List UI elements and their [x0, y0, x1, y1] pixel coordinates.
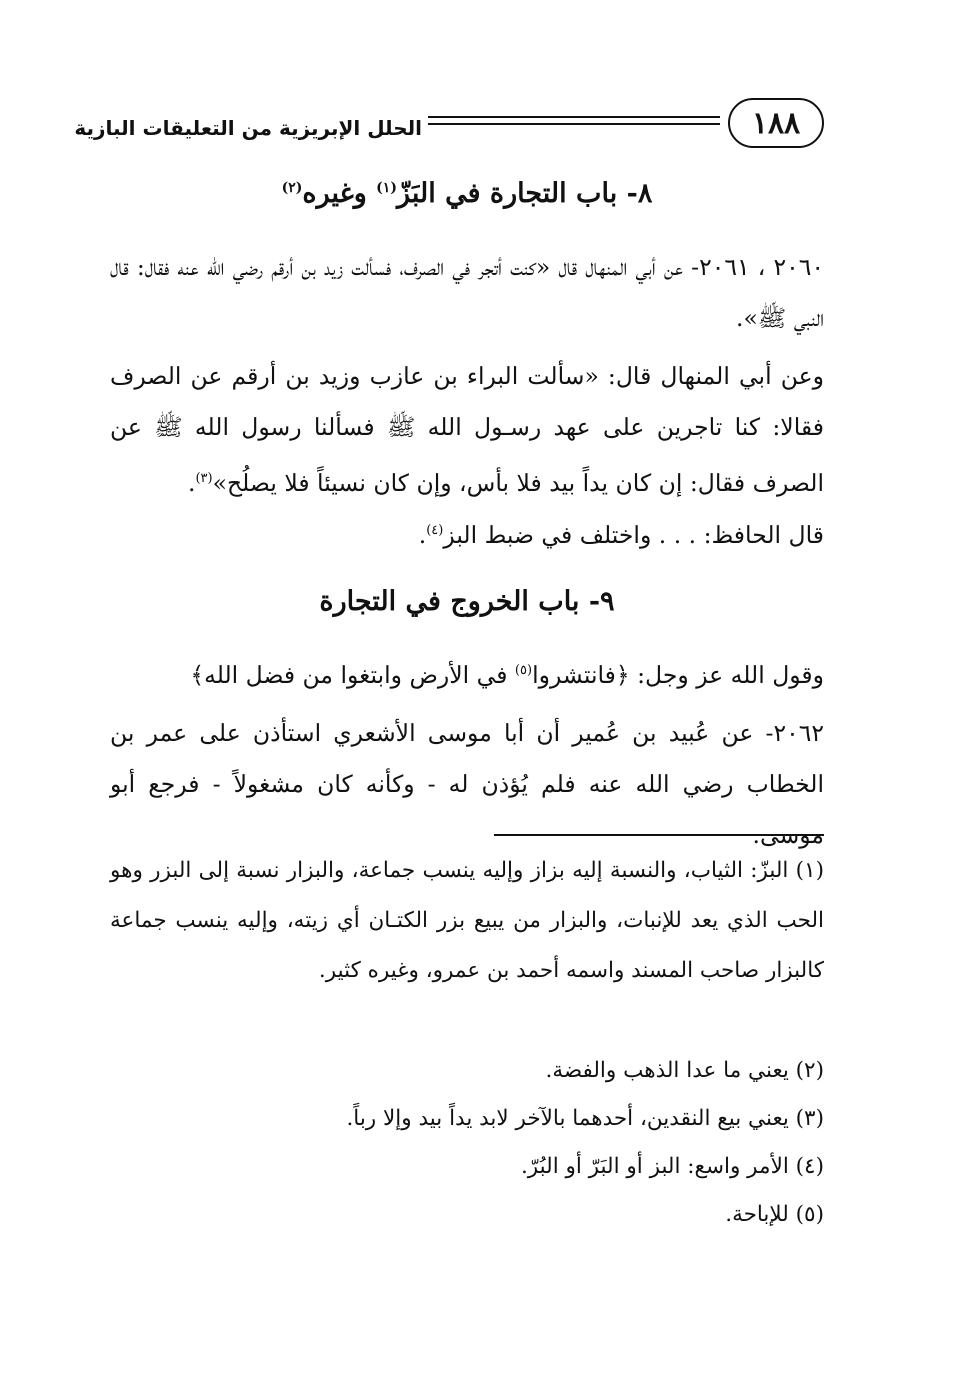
footnote-text: للإباحة. [725, 1202, 789, 1227]
hadith-2062: ٢٠٦٢- عن عُبيد بن عُمير أن أبا موسى الأشعري استأذن على عمر بن الخطاب رضي الله عنه فلم يُؤذن له - وكأنه كان مشغولاً - فرجع أبو موسى. [110, 719, 824, 849]
paragraph-end: . [187, 468, 196, 497]
footnote-ref: (٢) [281, 180, 303, 196]
paragraph-end: . [418, 520, 427, 549]
running-title: الحلل الإبريزية من التعليقات البازية [74, 116, 422, 140]
verse-end: في الأرض وابتغوا من فضل الله﴾ [190, 660, 515, 689]
paragraph-text: وعن أبي المنهال قال: «سألت البراء بن عازب وزيد بن أرقم عن الصرف فقالا: كنا تاجرين على عهد رسـول الله ﷺ فسألنا رسول الله ﷺ عن الصرف فقال: إن كان يداً بيد فلا بأس، وإن كان نسيئاً فلا يصلُح» [110, 362, 824, 497]
footnote-ref: (٥) [514, 663, 533, 678]
footnote-number: (١) [795, 858, 824, 883]
verse-start: وقول الله عز وجل: ﴿فانتشروا [532, 660, 824, 689]
footnote-ref: (١) [376, 180, 397, 196]
footnote-text: البزّ: الثياب، والنسبة إليه بزاز وإليه ينسب جماعة، والبزار نسبة إلى البزر وهو الحب الذي يعد للإنبات، والبزار من يبيع بزر الكتـان أي زيته، وإليه ينسب جماعة كالبزار صاحب المسند واسمه أحمد بن عمرو، وغيره كثير. [110, 858, 824, 983]
footnote-text: الأمر واسع: البز أو البَرّ أو البُرّ. [520, 1154, 789, 1179]
footnote-number: (٥) [795, 1202, 824, 1227]
hafiz-comment [110, 505, 824, 561]
footnote-5 [110, 1190, 824, 1240]
section-title-tail: وغيره [302, 178, 377, 209]
footnote-3 [110, 1094, 824, 1144]
section-title-text: ٨- باب التجارة في البَزّ [396, 178, 653, 209]
footnote-1 [110, 846, 824, 996]
hadith-bara-paragraph [110, 351, 824, 509]
section-title-travel-trade: ٩- باب الخروج في التجارة [319, 586, 615, 617]
hadith-2060-2061: ٢٠٦٠ ، ٢٠٦١- عن أبي المنهال قال «كنت أتجر في الصرف، فسألت زيد بن أرقم رضي الله عنه فقال: قال النبي ﷺ». [110, 253, 824, 332]
footnote-2 [110, 1046, 824, 1096]
footnote-ref: (٣) [195, 471, 213, 486]
footnote-text: يعني ما عدا الذهب والفضة. [545, 1058, 789, 1083]
section-title-trade-bazz [110, 178, 824, 209]
page-header [74, 98, 824, 154]
header-rule [428, 114, 720, 130]
footnote-ref: (٤) [426, 523, 444, 538]
footnote-number: (٣) [795, 1106, 824, 1131]
footnote-number: (٤) [795, 1154, 824, 1179]
footnote-number: (٢) [795, 1058, 824, 1083]
footnote-4 [110, 1142, 824, 1192]
quran-verse [110, 645, 824, 701]
paragraph-text: قال الحافظ: . . . واختلف في ضبط البز [443, 520, 824, 549]
footnote-separator [110, 834, 824, 836]
page-number: ١٨٨ [728, 98, 824, 148]
footnote-text: يعني بيع النقدين، أحدهما بالآخر لابد يداً بيد وإلا رباً. [346, 1106, 789, 1131]
